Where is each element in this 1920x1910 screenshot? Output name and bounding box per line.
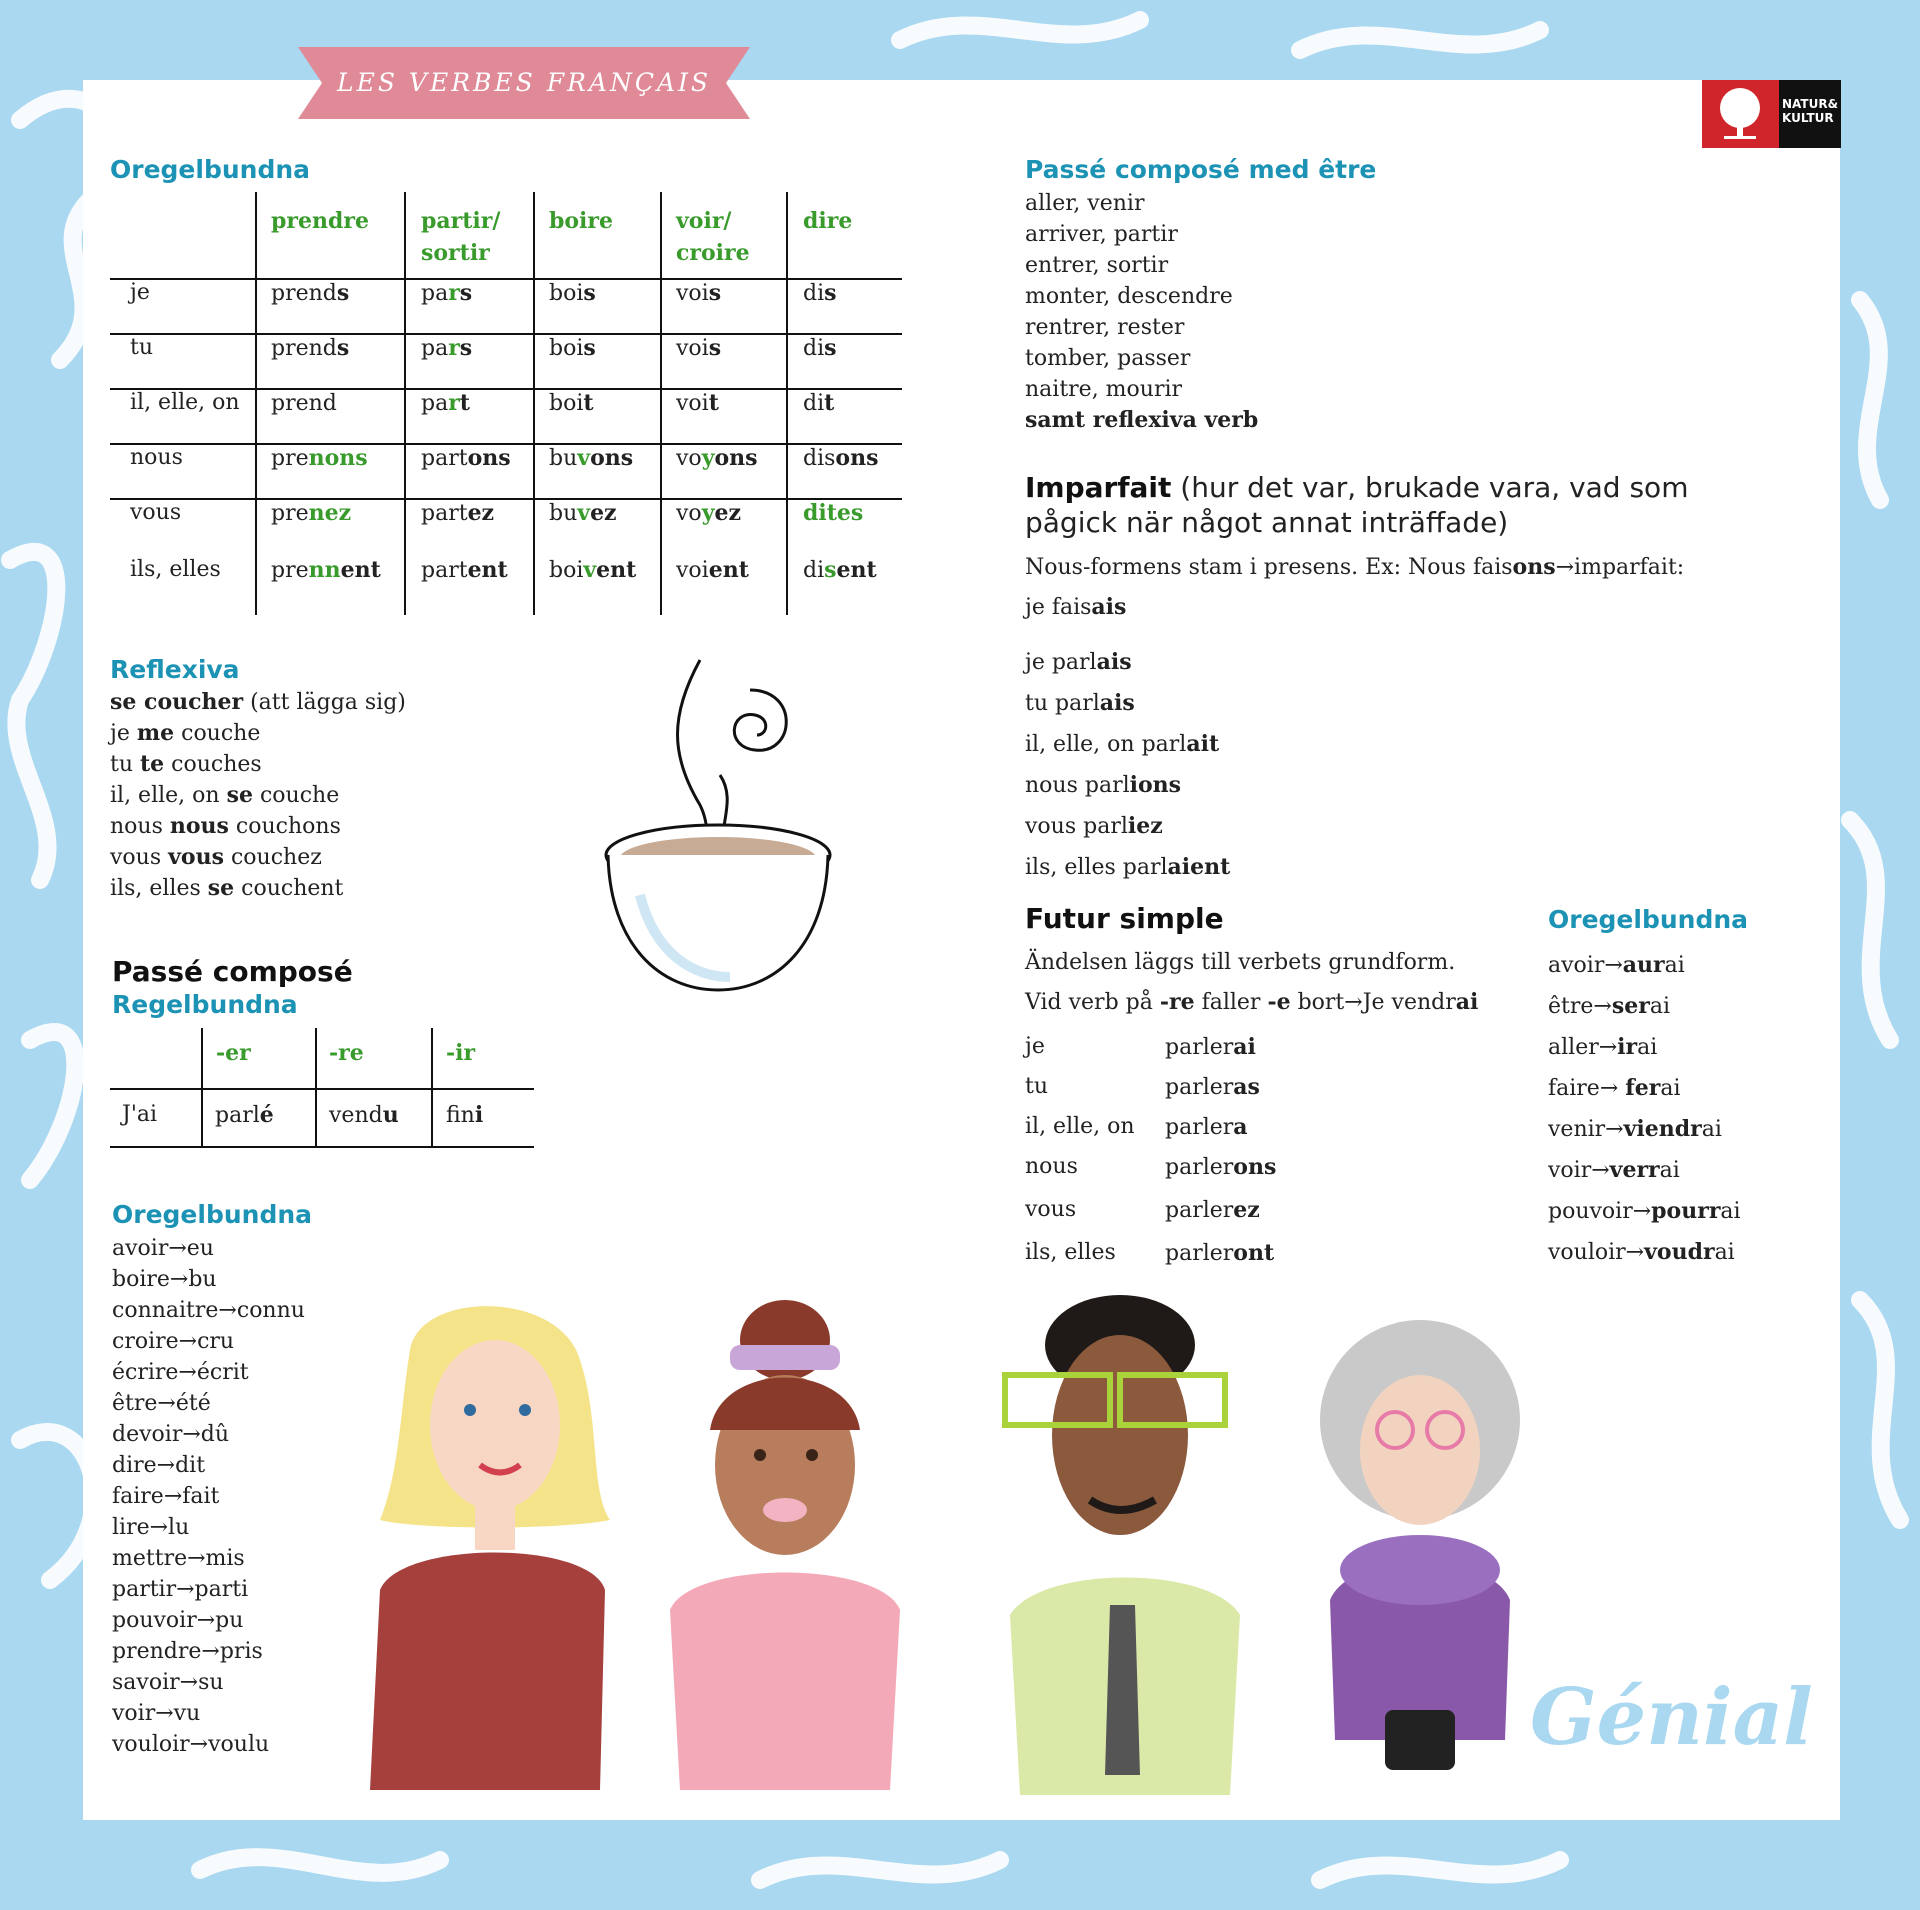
conjugation-cell: pars: [421, 280, 473, 306]
imparfait-example: je faisais: [1025, 594, 1127, 620]
conjugation-cell: voient: [676, 557, 749, 583]
conjugation-cell: dites: [803, 500, 864, 526]
table-cell: vendu: [329, 1102, 399, 1128]
pronoun-cell: ils, elles: [130, 557, 221, 582]
imparfait-heading-block: [1025, 470, 1745, 540]
list-line: écrire→écrit: [112, 1360, 249, 1385]
conjugation-cell: vois: [676, 335, 722, 361]
list-line: entrer, sortir: [1025, 253, 1169, 278]
verb-header: dire: [803, 208, 853, 234]
woman-pink-dress-illustration: [630, 1290, 930, 1790]
passe-irregular-list: [112, 1233, 305, 1760]
signature-text: Génial: [1530, 1672, 1813, 1763]
table-divider: [533, 192, 535, 615]
conjugation-cell: partons: [421, 445, 511, 471]
pronoun: il, elle, on: [1025, 1114, 1135, 1139]
conjugation-cell: buvez: [549, 500, 617, 526]
conjugation-cell: dis: [803, 280, 837, 306]
verb-header: boire: [549, 208, 614, 234]
futur-rule: Vid verb på -re faller -e bort→Je vendrai: [1025, 989, 1479, 1015]
futur-form: parlera: [1165, 1114, 1248, 1140]
list-line: arriver, partir: [1025, 222, 1178, 247]
imparfait-line: vous parliez: [1025, 813, 1163, 839]
list-line: mettre→mis: [112, 1546, 245, 1571]
futur-row: [1025, 1147, 1277, 1187]
imparfait-description: (hur det var, brukade vara, vad som pågick när något annat inträffade): [1025, 471, 1689, 539]
coffee-cup-illustration: [600, 655, 840, 1000]
reflexiva-line: se coucher (att lägga sig): [110, 689, 406, 715]
table-divider: [660, 192, 662, 615]
conjugation-cell: voyez: [676, 500, 741, 526]
table-rule: [110, 278, 902, 280]
list-line: être→été: [112, 1391, 211, 1416]
futur-row: [1025, 1233, 1275, 1273]
ending-header: -re: [329, 1040, 364, 1066]
verb-header: voir/ croire: [676, 208, 750, 266]
table-rule: [110, 1146, 534, 1148]
futur-row: [1025, 1107, 1248, 1147]
conjugation-cell: prends: [271, 335, 350, 361]
imparfait-line: ils, elles parlaient: [1025, 854, 1231, 880]
futur-form: parleront: [1165, 1240, 1275, 1266]
table-rule: [110, 498, 902, 500]
conjugation-cell: boit: [549, 390, 594, 416]
list-line: connaitre→connu: [112, 1298, 305, 1323]
pronoun: nous: [1025, 1154, 1078, 1179]
list-line: dire→dit: [112, 1453, 206, 1478]
imparfait-line: nous parlions: [1025, 772, 1182, 798]
futur-row: [1025, 1067, 1260, 1107]
pronoun: je: [1025, 1034, 1045, 1059]
irregular-heading: Oregelbundna: [110, 155, 311, 184]
conjugation-cell: disent: [803, 557, 877, 583]
reflexiva-line: tu te couches: [110, 751, 262, 777]
reflexiva-heading: Reflexiva: [110, 655, 240, 684]
list-line: samt reflexiva verb: [1025, 407, 1259, 433]
futur-form: parlerai: [1165, 1034, 1256, 1060]
futur-irregular-line: faire→ ferai: [1548, 1075, 1681, 1101]
ending-header: -er: [216, 1040, 251, 1066]
table-divider: [255, 192, 257, 615]
table-cell: fini: [446, 1102, 484, 1128]
futur-form: parleras: [1165, 1074, 1260, 1100]
conjugation-cell: prennent: [271, 557, 381, 583]
reflexiva-line: il, elle, on se couche: [110, 782, 340, 808]
futur-irregular-line: venir→viendrai: [1548, 1116, 1722, 1142]
conjugation-cell: prends: [271, 280, 350, 306]
conjugation-cell: bois: [549, 280, 596, 306]
imparfait-list: [1025, 642, 1230, 888]
pronoun: ils, elles: [1025, 1240, 1116, 1265]
logo-text: NATUR& KULTUR: [1782, 97, 1839, 125]
list-line: tomber, passer: [1025, 346, 1191, 371]
conjugation-cell: voyons: [676, 445, 758, 471]
list-line: devoir→dû: [112, 1422, 230, 1447]
conjugation-cell: vois: [676, 280, 722, 306]
tree-icon: [1702, 80, 1779, 148]
etre-heading: Passé composé med être: [1025, 155, 1377, 184]
imparfait-heading: Imparfait: [1025, 471, 1172, 504]
pronoun-cell: il, elle, on: [130, 390, 240, 415]
table-rule: [110, 333, 902, 335]
list-line: savoir→su: [112, 1670, 224, 1695]
pronoun-cell: tu: [130, 335, 154, 360]
imparfait-line: je parlais: [1025, 649, 1132, 675]
table-cell: parlé: [215, 1102, 274, 1128]
futur-irregular-line: vouloir→voudrai: [1548, 1239, 1735, 1265]
list-line: pouvoir→pu: [112, 1608, 244, 1633]
pronoun: vous: [1025, 1197, 1077, 1222]
conjugation-cell: prenez: [271, 500, 352, 526]
publisher-logo: [1702, 80, 1841, 148]
conjugation-cell: dis: [803, 335, 837, 361]
futur-row: [1025, 1027, 1256, 1067]
futur-irregular-line: voir→verrai: [1548, 1157, 1680, 1183]
list-line: voir→vu: [112, 1701, 201, 1726]
list-line: partir→parti: [112, 1577, 249, 1602]
conjugation-cell: partez: [421, 500, 495, 526]
conjugation-cell: prenons: [271, 445, 368, 471]
futur-row: [1025, 1187, 1260, 1233]
conjugation-cell: disons: [803, 445, 879, 471]
conjugation-cell: prend: [271, 391, 337, 416]
futur-heading: Futur simple: [1025, 902, 1224, 935]
list-line: rentrer, rester: [1025, 315, 1185, 340]
list-line: aller, venir: [1025, 191, 1145, 216]
elderly-woman-illustration: [1290, 1310, 1550, 1790]
conjugation-cell: dit: [803, 390, 835, 416]
table-divider: [404, 192, 406, 615]
conjugation-cell: partent: [421, 557, 508, 583]
conjugation-cell: pars: [421, 335, 473, 361]
imparfait-rule: Nous-formens stam i presens. Ex: Nous faisons→imparfait:: [1025, 554, 1685, 580]
futur-irregular-line: avoir→aurai: [1548, 952, 1685, 978]
woman-blonde-illustration: [360, 1290, 620, 1790]
list-line: naitre, mourir: [1025, 377, 1183, 402]
ending-header: -ir: [446, 1040, 476, 1066]
list-line: avoir→eu: [112, 1236, 214, 1261]
list-line: boire→bu: [112, 1267, 217, 1292]
list-line: prendre→pris: [112, 1639, 263, 1664]
reflexiva-line: nous nous couchons: [110, 813, 341, 839]
conjugation-cell: boivent: [549, 557, 637, 583]
futur-rule: Ändelsen läggs till verbets grundform.: [1025, 950, 1456, 975]
table-cell: J'ai: [122, 1102, 158, 1127]
conjugation-cell: voit: [676, 390, 719, 416]
pronoun: tu: [1025, 1074, 1049, 1099]
man-glasses-illustration: [990, 1285, 1290, 1795]
verb-header: prendre: [271, 208, 369, 234]
passe-irregular-heading: Oregelbundna: [112, 1200, 313, 1229]
list-line: monter, descendre: [1025, 284, 1233, 309]
pronoun-cell: vous: [130, 500, 182, 525]
passe-compose-subheading: Regelbundna: [112, 990, 298, 1019]
table-divider: [786, 192, 788, 615]
futur-form: parlerez: [1165, 1197, 1260, 1223]
table-rule: [110, 1088, 534, 1090]
pronoun-cell: je: [130, 280, 150, 305]
futur-form: parlerons: [1165, 1154, 1277, 1180]
conjugation-cell: buvons: [549, 445, 634, 471]
futur-irregular-list: [1548, 945, 1741, 1273]
etre-list: [1025, 188, 1258, 436]
imparfait-line: tu parlais: [1025, 690, 1135, 716]
reflexiva-line: ils, elles se couchent: [110, 875, 344, 901]
reflexiva-line: je me couche: [110, 720, 261, 746]
conjugation-cell: bois: [549, 335, 596, 361]
list-line: croire→cru: [112, 1329, 235, 1354]
list-line: faire→fait: [112, 1484, 220, 1509]
futur-irregular-line: être→serai: [1548, 993, 1670, 1019]
conjugation-cell: part: [421, 390, 470, 416]
ribbon-title: LES VERBES FRANÇAIS: [336, 68, 712, 97]
futur-irregular-line: pouvoir→pourrai: [1548, 1198, 1741, 1224]
futur-irregular-heading: Oregelbundna: [1548, 905, 1749, 934]
list-line: lire→lu: [112, 1515, 190, 1540]
verb-header: partir/ sortir: [421, 208, 501, 266]
pronoun-cell: nous: [130, 445, 183, 470]
imparfait-line: il, elle, on parlait: [1025, 731, 1220, 757]
list-line: vouloir→voulu: [112, 1732, 270, 1757]
reflexiva-line: vous vous couchez: [110, 844, 322, 870]
reflexiva-list: [110, 687, 406, 904]
passe-compose-heading: Passé composé: [112, 955, 353, 988]
futur-irregular-line: aller→irai: [1548, 1034, 1658, 1060]
futur-conjugation: [1025, 1027, 1277, 1273]
